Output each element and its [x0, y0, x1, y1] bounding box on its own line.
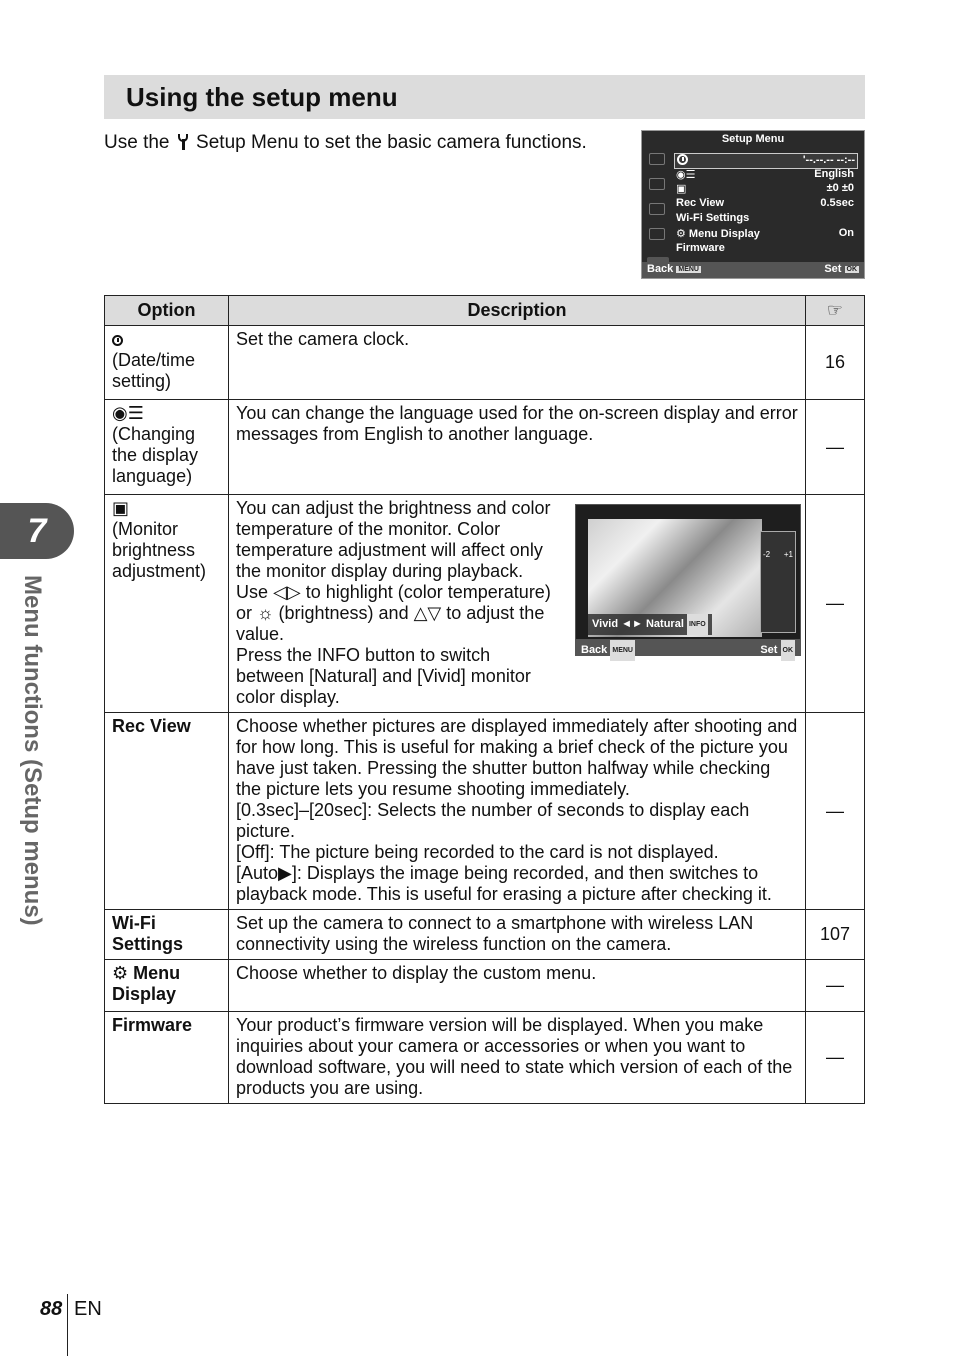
monitor-bottom-bar: Back MENU Set OK [576, 639, 800, 655]
setup-options-table [104, 295, 865, 1104]
lcd-bottom-bar: Back MENU Set OK [642, 262, 864, 278]
monitor-icon: ▣ [676, 183, 687, 195]
table-row: Wi-Fi Settings Set up the camera to connect to a smartphone with wireless LAN connectivity using the wireless function on the camera. 107 [105, 910, 865, 960]
page-title: Using the setup menu [126, 82, 398, 112]
section-title-bar [104, 75, 865, 119]
clock-icon [677, 154, 688, 165]
chapter-tab: 7 [0, 503, 74, 559]
setup-menu-screen [641, 130, 865, 279]
intro-after: Setup Menu to set the basic camera functions. [196, 132, 587, 153]
monitor-adjust-screen [575, 504, 801, 656]
sample-photo: Vivid ◄► Natural INFO [588, 519, 762, 637]
language-icon: ◉☰ [112, 403, 144, 423]
menu-row-menu-display: ⚙ Menu Display On [676, 227, 854, 240]
table-row: ◉☰ (Changing the display language) You can change the language used for the on-screen display and error messages from English to another language. — [105, 400, 865, 495]
table-header [105, 296, 865, 326]
clock-icon [112, 335, 123, 346]
menu-row-language: ◉☰ English [676, 168, 854, 181]
language-icon: ◉☰ [676, 169, 696, 181]
gear-icon: ⚙ [676, 228, 689, 240]
playback-menu-icon [649, 203, 665, 215]
adjust-bars: -2 +1 [760, 531, 796, 633]
gear-icon: ⚙ [112, 963, 134, 983]
table-row: Rec View Choose whether pictures are displayed immediately after shooting and for how long. This is useful for making a brief check of the picture you have just taken. Pressing the shutter button halfway while checking the picture lets you resume shooting immediately. [0.3sec]–[20sec]: Selects the number of seconds to display each picture. [Off]: The picture being recorded to the card is not displayed. [Auto▶]: Displays the image being recorded, and then switches to playback mode. This is useful for erasing a picture after checking it. — [105, 713, 865, 910]
menu-row-rec-view: Rec View 0.5sec [676, 197, 854, 209]
footer-divider [67, 1294, 68, 1356]
intro-text [104, 132, 587, 154]
table-row: ▣ (Monitor brightness adjustment) You can adjust the brightness and color temperature of the monitor. Color temperature adjustment will affect only the monitor display during playback. Use ◁▷ to highlight (color temperature) or ☼ (brightness) and △▽ to adjust the value. Press the INFO button to switch between [Natural] and [Vivid] monitor color display. Vivid ◄► Natural INFO -2 +1 Back MENU Set OK — [105, 495, 865, 713]
header-ref: ☞ [806, 296, 865, 326]
menu-row-monitor: ▣ ±0 ±0 [676, 182, 854, 195]
chapter-label: Menu functions (Setup menus) [19, 575, 46, 926]
menu-row-date: '--.--.-- --:-- [674, 153, 858, 169]
table-row: Firmware Your product’s firmware version will be displayed. When you make inquiries about your camera or accessories or when you want to download software, you will need to state which version of each of the products you are using. — [105, 1012, 865, 1104]
page-footer [40, 1298, 102, 1321]
menu-row-wifi: Wi-Fi Settings [676, 212, 750, 224]
menu-tabs [646, 153, 668, 253]
table-row: (Date/time setting) Set the camera clock. 16 [105, 326, 865, 400]
header-option: Option [105, 296, 229, 326]
page-number: 88 [40, 1298, 63, 1320]
shooting-menu-1-icon [649, 153, 665, 165]
table-row: ⚙ Menu Display Choose whether to display the custom menu. — [105, 960, 865, 1012]
setup-menu-title: Setup Menu [721, 133, 785, 145]
monitor-icon: ▣ [112, 498, 130, 518]
header-description: Description [229, 296, 806, 326]
wrench-icon [178, 134, 188, 150]
shooting-menu-2-icon [649, 178, 665, 190]
menu-row-firmware: Firmware [676, 242, 725, 254]
custom-menu-icon [649, 228, 665, 240]
language-code: EN [74, 1298, 102, 1320]
intro-before: Use the [104, 132, 170, 153]
